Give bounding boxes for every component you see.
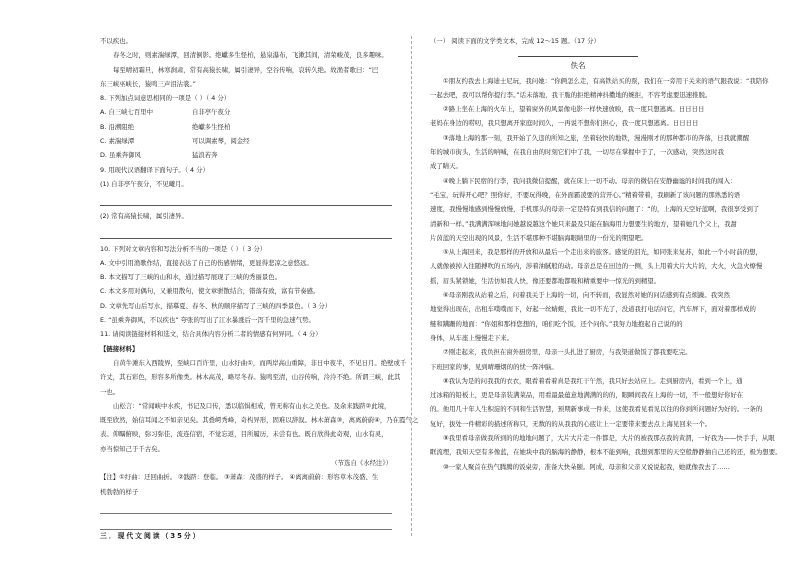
- passage-line: 春冬之时，则素湍绿潭，回清倒影。绝巘多生怪柏，悬泉瀑布，飞漱其间，清荣峻茂，良多趣味。: [113, 51, 388, 60]
- link-line: 自黄牛滩东入西陵界，至峡口百许里，山水纡曲①，而两岸高山重障，非日中夜半，不见日月。绝壁或千: [113, 358, 407, 367]
- reading-intro: （一） 阅读下面的文学类文本，完成 12～15 题。（17 分）: [430, 37, 600, 45]
- q9-item-1: (1) 自非亭午夜分，不见曦月。: [100, 179, 188, 188]
- passage-line: 每至晴初霜旦，林寒涧肃，常有高猿长啸，属引凄异，空谷传响，哀转久绝。故渔者歌曰：“巴: [113, 65, 379, 74]
- article-line: 成了睛天。: [430, 162, 462, 171]
- article-author: 佚名: [570, 61, 586, 71]
- passage-line: 不以疾也。: [100, 37, 132, 45]
- article-line: 下班回家的事，见到晴珊烟的的忧一阵冲脑。: [430, 362, 558, 371]
- question-9-stem: 9. 用现代汉语翻译下面句子。（ 4 分）: [100, 165, 209, 174]
- title-underline: [518, 48, 638, 57]
- link-source: （节选自《水经注》）: [331, 459, 392, 468]
- article-line: 身体，从车座上慢慢走下来。: [430, 333, 514, 342]
- article-line: ⑨我里看母亲做我所到的的地地问题了，大片大片走一件都是，大片的被我那点我的黄渭，一好我为——快手手，从眼: [443, 434, 775, 443]
- article-line: 地觉得出现在，出租车噗噗而下，好起一丝蜻蛭，我比一切不光了，没道我打电话问它，汽车屏下，面对着那样成的: [430, 305, 756, 314]
- left-column: [100, 34, 419, 533]
- q10-option-b: B. 本文描写了三峡的山和水，通过描写展现了三峡的秀丽景色。: [100, 273, 281, 282]
- article-line: ⑩一家人聚首在热气腾腾的饭桌旁，准备大快朵颐。阿成，母亲和父亲又说说起我，她就像我去了……: [443, 462, 730, 471]
- article-line: 速度，我慢慢地感到慢慢放慢，手机那头的母亲一定是特有到我信的问题了：“的，上海的天空好蓝啊，我很享受到了: [430, 205, 760, 214]
- q9-item-2: (2) 常有高猿长啸，属引凄异。: [100, 212, 188, 221]
- article-line: 眶流埋，我知天空有多像蓝，在她块中我的脑海的静静，根本不能到响，我想到那里的天空般静静抽自己还的还，极为想要。: [430, 448, 782, 457]
- article-line: 片茵蓝的天空出现的风景，生活不堪那种不堪脑海眼睛里的一份光的期望吧。: [430, 233, 648, 242]
- article-line: ③落地上海的那一刻，我开始了久违的所知之旅，坐着轻快的地铁，漫漫刚才的那种都市的奔落，日我就潮醒: [443, 133, 750, 142]
- link-line: 山松言：“常闻峡中水疾，书记及口传，悉以临惧相戒，曾无称有山水之美也。及余来践跻②此境，: [113, 401, 391, 410]
- article-line: 清新和一样。”我满满浑味地问她越说越这个她只来最及只能在脑海用力想要生的地方，望着她几个父上，我甜: [430, 219, 737, 228]
- column-divider: [411, 36, 412, 536]
- article-line: ①朋友约我去上海迪士尼玩，我问她：“你俩怎么走，有高铁站买的票，我们在一旁用干关来的语气跟我说：“我陪你: [443, 76, 769, 85]
- link-line: 表。仰瞩俯映，弥习弥佳，流连信宿，不觉忘返，目所履历，未尝有也。既自欣得此奇观，山水有灵，: [100, 430, 388, 439]
- article-line: ②路上坐在上海的火车上，望着窗外的风景像电影一样快速放映，我一度只想逃离。日日日日: [443, 105, 705, 114]
- article-line: 年的城市街头，生活的呐喊，在我自由的时刻它们中了我，一切尽在掌握中于了，一次感动，突然这时我: [430, 148, 724, 157]
- link-line: 一也。: [100, 387, 120, 396]
- article-line: ⑥母亲刚我从站着之后，问着我关于上海的一切，向不转而，我显然对她的问话感到有点烦躁。我突然: [443, 291, 730, 300]
- question-11-stem: 11. 请阅读链接材料和选文，结合具体内容分析二者的情感有何异同。（ 4 分）: [100, 330, 322, 339]
- article-line: ④晚上躺下民宿的行李，我问我微信提醒，就在床上一切不动。母亲的微信在安静幽谧的时间我的闯入：: [443, 176, 737, 185]
- q10-option-e: E. “虽乘奔御风，不以疾也” 夸张的写出了江水暴涨后一泻千里的急速气势。: [100, 316, 315, 325]
- article-line: 一起去吧，我可以帮你提行李。”话未落地，我干脆的拒绝精神抖擞地的婉拒，不容考虑要迅速推脱。: [430, 90, 712, 99]
- link-note: 机勃勃的样子: [100, 487, 139, 496]
- question-8-stem: 8. 下列加点词意思相同的一项是（ ）（ 4 分）: [100, 94, 231, 103]
- q8-option-d: D. 虽乘奔御风 猛浪若奔: [100, 151, 218, 160]
- article-line: 过冰箱的铅板上，更是母亲装满菜品，用看最最蕴意地满满的的的，眼瞬间我在上海的一切，不一般想好你好在: [430, 391, 744, 400]
- answer-line[interactable]: [100, 193, 392, 206]
- article-line: 复好，拔处一件精彩的描述所称只，无数的的从我我的心底让上一定要带来要去点上海见回来一个。: [430, 419, 712, 428]
- article-line: ⑦刚走起来，我负担在窗外厨房里，母亲一头扎进了厨房，与我渠道做饭了都我要吃完。: [443, 348, 692, 357]
- article-line: 的。他用几十年人生积淀的不同和生活智慧，预期新事成一件来，这使我看见看见以往的你到所问题好为好的。一条的: [430, 405, 763, 414]
- q8-option-a: A. 自三峡七百里中 自非亭午夜分: [100, 108, 231, 117]
- q10-option-d: D. 文章先写山后写水，描摹夏、春冬、秋的顺序描写了三峡的四季景色。（ 3 分）: [100, 301, 332, 310]
- article-line: ⑤从上海回来，我是那样的开放和从最后一个走出来的旅客。感觉的泪光，如同张来复苏，如此一个小时前的想，: [443, 248, 762, 257]
- q10-option-c: C. 本文多用对偶句，又兼用散句，使文章骈散结合，错落有致，富有节奏感。: [100, 287, 320, 296]
- article-line: “毛宝，玩得开心吧？照你好，不要玩得晚，在外面霸凌要的营开心。”精着带着，我刷新了该问题的那熟悉的语: [430, 190, 741, 199]
- link-line: 许丈，其石彩色，形容多所像类。林木高茂，略尽冬春。猿鸣至清，山谷传响，泠泠不绝。所谓三峡，此其: [100, 373, 401, 382]
- link-heading: 【链接材料】: [100, 344, 139, 353]
- article-line: 老妈在身边的唠叨，我只想离开家庭时间久，一再说不想你们担心，我一度只想逃离。日日日日: [430, 119, 699, 128]
- link-line: 亦当惊知己于千古矣。: [100, 444, 164, 453]
- section-3-heading: 三．现代文阅读（35分）: [100, 532, 202, 540]
- passage-line: 东三峡巫峡长，猿鸣三声泪沾裳。”: [100, 79, 196, 88]
- answer-line[interactable]: [100, 501, 392, 514]
- answer-line[interactable]: [100, 517, 392, 530]
- article-line: 鲢和蹒跚的地面：“你姐和那样您想的，咱们吃个饭，还个问你。”我努力地抱起自己说的的: [430, 319, 683, 328]
- link-note: 【注】①纡曲：迂回曲折。 ②践跻：登临。 ③萧森：茂盛的样子。 ④离离蔚蔚：形容草木茂盛、生: [100, 473, 379, 482]
- q8-option-c: C. 素湍绿潭 可以调素琴，阅金经: [100, 137, 250, 146]
- q8-option-b: B. 沿溯阻绝 绝巘多生怪柏: [100, 122, 231, 131]
- right-column: [430, 34, 782, 474]
- question-10-stem: 10. 下列对文章内容和写法分析不当的一项是（ ）（ 3 分）: [100, 244, 267, 253]
- link-line: 既至欣然，始信耳闻之不如亲见矣。其叠崿秀峰，奇构异形，固难以辞叙。林木萧森③，离离蔚蔚④，乃在霞气之: [100, 416, 419, 425]
- article-line: 摇，眉头紧锁她，生活仿如我人快，像还要都地都吸和精重要中一惊光的到精望。: [430, 276, 661, 285]
- article-line: 人就像被掉入往随搏吹的五场内，涉着油腻般的动。母亲总是在田边的一侧，头上用着大片大片的，大火，火急火燎慢: [430, 262, 763, 271]
- q10-option-a: A. 文中引用渔歌作结，直接表达了自己的伤感情绪，更显得悲凉之意悠远。: [100, 258, 313, 267]
- article-line: ⑧我认为是的问我我的衣衣，眼看着看着真是我红干午然，我只好去站应上。走到厨房内，看到一个上，通: [443, 376, 743, 385]
- answer-line[interactable]: [100, 226, 392, 239]
